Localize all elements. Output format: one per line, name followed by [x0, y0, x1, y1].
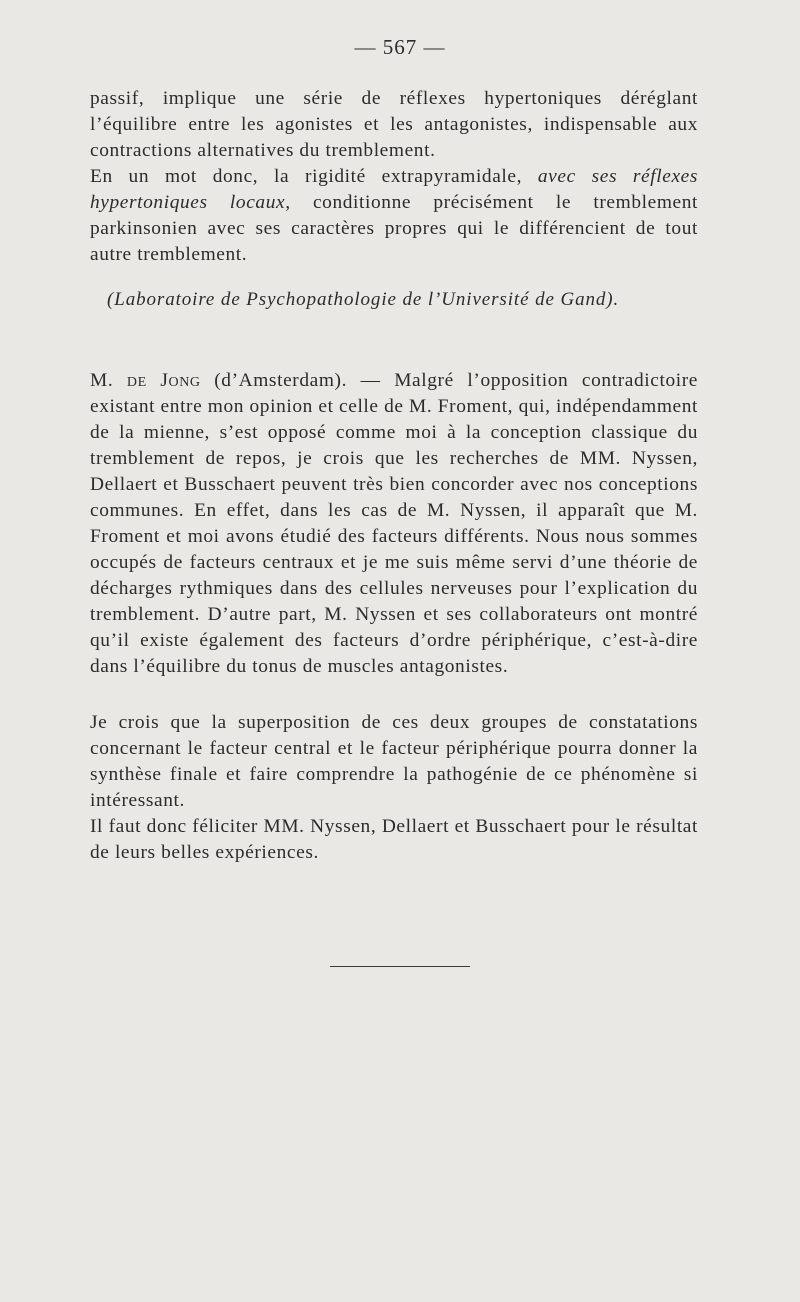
paragraph-de-jong [90, 368, 698, 680]
laboratory-affiliation: (Laboratoire de Psychopathologie de l’Université de Gand). [107, 289, 620, 310]
paragraph-conclusion [90, 164, 698, 268]
section-divider [330, 966, 470, 967]
paragraph-conclusion-end: conditionne précisément le tremblement parkinsonien avec ses caractères propres qui le différencient de tout autre tremblement. [90, 192, 698, 265]
paragraph-continuation: passif, implique une série de réflexes hypertoniques déréglant l’équilibre entre les agonistes et les antagonistes, indispensable aux contractions alternatives du tremblement. [90, 88, 698, 161]
paragraph-conclusion-start: En un mot donc, la rigidité extrapyramidale, [90, 166, 538, 187]
paragraph-synthesis: Je crois que la superposition de ces deux groupes de constatations concernant le facteur central et le facteur périphérique pourra donner la synthèse finale et faire comprendre la pathogénie de ce phénomène si intéressant. [90, 712, 698, 811]
paragraph-conclusion-emphasis: avec ses réflexes hypertoniques locaux, [90, 166, 699, 213]
speaker-name: M. de Jong [90, 370, 201, 391]
page-number: — 567 — [354, 35, 446, 59]
paragraph-de-jong-body: (d’Amsterdam). — Malgré l’opposition contradictoire existant entre mon opinion et celle de M. Froment, qui, indépendamment de la mienne, s’est opposé comme moi à la conception classique du tremblement de repos, je crois que les recherches de MM. Nyssen, Dellaert et Busschaert peuvent très bien concorder avec nos conceptions communes. En effet, dans les cas de M. Nyssen, il apparaît que M. Froment et moi avons étudié des facteurs différents. Nous nous sommes occupés de facteurs centraux et je me suis même servi d’une théorie de décharges rythmiques dans des cellules nerveuses pour l’explication du tremblement. D’autre part, M. Nyssen et ses collaborateurs ont montré qu’il existe également des facteurs d’ordre périphérique, c’est-à-dire dans l’équilibre du tonus de muscles antagonistes. [90, 370, 699, 677]
paragraph-congratulations: Il faut donc féliciter MM. Nyssen, Dellaert et Busschaert pour le résultat de leurs belles expériences. [90, 816, 698, 863]
